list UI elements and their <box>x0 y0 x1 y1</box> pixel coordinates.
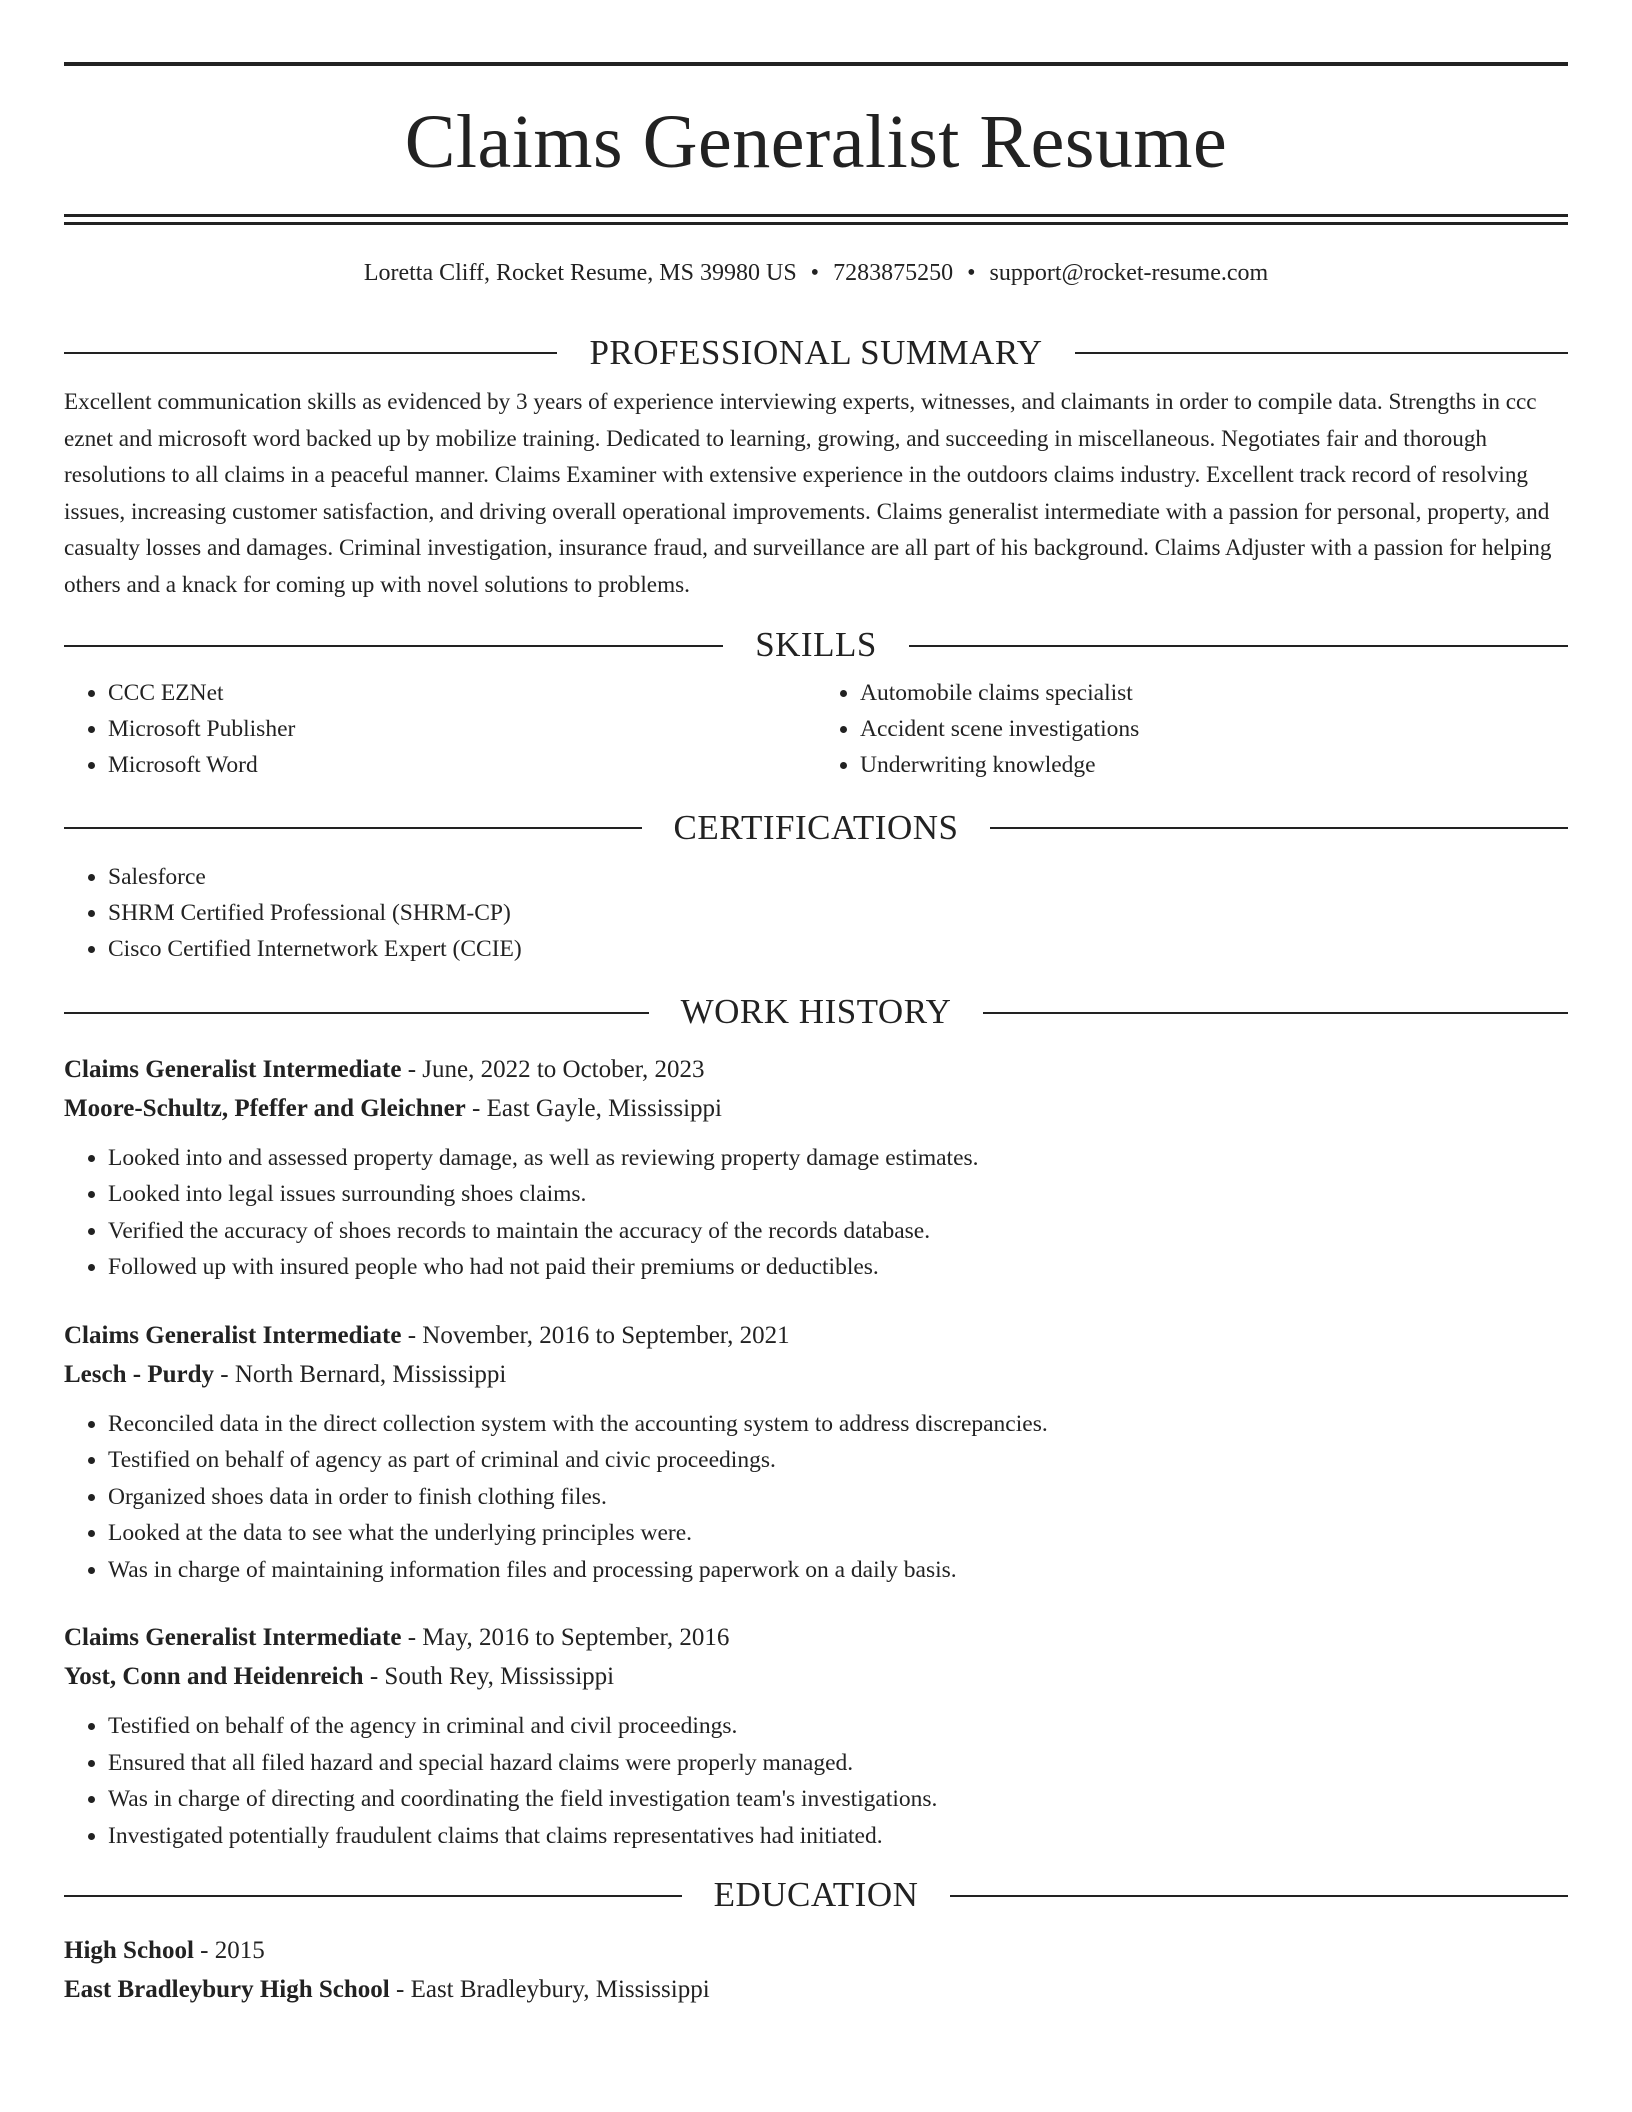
job-bullet: • Looked into and assessed property damage, as well as reviewing property damage estimates. <box>108 1140 1568 1177</box>
skills-column-right <box>816 675 1568 783</box>
section-rule <box>1075 352 1568 354</box>
job-dates: November, 2016 to September, 2021 <box>422 1321 790 1349</box>
dash: - <box>369 1663 379 1691</box>
dash: - <box>407 1055 417 1083</box>
section-header-certifications <box>64 809 1568 848</box>
job-bullets <box>64 1140 1568 1286</box>
section-header-work-history <box>64 993 1568 1032</box>
dash: - <box>200 1936 209 1964</box>
section-title: CERTIFICATIONS <box>673 807 959 847</box>
certification-item: • SHRM Certified Professional (SHRM-CP) <box>108 895 1568 931</box>
dash: - <box>407 1321 417 1349</box>
resume-title: Claims Generalist Resume <box>404 100 1228 184</box>
job-title: Claims Generalist Intermediate <box>64 1624 402 1652</box>
summary-text: Excellent communication skills as evidenced by 3 years of experience interviewing experts, witnesses, and claimants in order to compile data. Strengths in ccc eznet and microsoft word backed up by mobilize training. Dedicated to learning, growing, and succeeding in miscellaneous. Negotiates fair and thorough resolutions to all claims in a peaceful manner. Claims Examiner with extensive experience in the outdoors claims industry. Excellent track record of resolving issues, increasing customer satisfaction, and driving overall operational improvements. Claims generalist intermediate with a passion for personal, property, and casualty losses and damages. Criminal investigation, insurance fraud, and surveillance are all part of his background. Claims Adjuster with a passion for helping others and a knack for coming up with novel solutions to problems. <box>64 389 1552 598</box>
job-title-line <box>64 1050 1568 1089</box>
job-entry <box>64 1050 1568 1286</box>
section-header-education <box>64 1876 1568 1915</box>
section-header-summary <box>64 334 1568 373</box>
job-bullet: • Investigated potentially fraudulent claims that claims representatives had initiated. <box>108 1818 1568 1855</box>
job-bullet: • Testified on behalf of the agency in criminal and civil proceedings. <box>108 1708 1568 1745</box>
job-entry <box>64 1618 1568 1854</box>
job-location: South Rey, Mississippi <box>384 1663 615 1691</box>
job-title: Claims Generalist Intermediate <box>64 1321 402 1349</box>
contact-separator: • <box>810 260 820 286</box>
job-bullet: • Ensured that all filed hazard and special hazard claims were properly managed. <box>108 1745 1568 1782</box>
job-bullet: • Was in charge of directing and coordinating the field investigation team's investigations. <box>108 1781 1568 1818</box>
section-rule <box>64 827 642 829</box>
resume-page <box>64 0 1568 2009</box>
job-company: Lesch - Purdy <box>64 1360 214 1388</box>
job-dates: May, 2016 to September, 2016 <box>422 1624 730 1652</box>
contact-line <box>64 259 1568 288</box>
job-location: North Bernard, Mississippi <box>234 1360 507 1388</box>
job-bullet: • Reconciled data in the direct collection system with the accounting system to address discrepancies. <box>108 1406 1568 1443</box>
job-bullet: • Testified on behalf of agency as part of criminal and civic proceedings. <box>108 1442 1568 1479</box>
dash: - <box>472 1094 481 1122</box>
contact-address: Loretta Cliff, Rocket Resume, MS 39980 US <box>363 260 797 286</box>
job-bullet: • Looked at the data to see what the underlying principles were. <box>108 1515 1568 1552</box>
contact-separator: • <box>967 260 976 286</box>
job-company: Yost, Conn and Heidenreich <box>64 1663 364 1691</box>
contact-phone: 7283875250 <box>833 260 954 286</box>
contact-email: support@rocket-resume.com <box>989 260 1269 286</box>
section-rule <box>64 1012 649 1014</box>
job-bullet: • Was in charge of maintaining information files and processing paperwork on a daily basis. <box>108 1552 1568 1589</box>
job-location: East Gayle, Mississippi <box>486 1094 723 1122</box>
dash: - <box>407 1624 417 1652</box>
dash: - <box>396 1975 405 2003</box>
skills-list <box>64 675 1568 783</box>
section-rule <box>990 827 1568 829</box>
job-bullets <box>64 1406 1568 1589</box>
certifications-list <box>64 859 1568 967</box>
education-year: 2015 <box>214 1936 265 1964</box>
job-entry <box>64 1316 1568 1589</box>
section-rule <box>909 645 1568 647</box>
top-rule <box>64 62 1568 66</box>
skill-item: • Microsoft Publisher <box>108 711 816 747</box>
job-title: Claims Generalist Intermediate <box>64 1055 402 1083</box>
job-dates: June, 2022 to October, 2023 <box>422 1055 705 1083</box>
section-rule <box>64 1895 682 1897</box>
section-title: PROFESSIONAL SUMMARY <box>589 332 1043 372</box>
education-degree-line <box>64 1931 1568 1970</box>
section-rule <box>983 1012 1568 1014</box>
education-entry <box>64 1931 1568 2009</box>
section-header-skills <box>64 626 1568 665</box>
job-title-line <box>64 1316 1568 1355</box>
job-company-line <box>64 1089 1568 1128</box>
job-company-line <box>64 1355 1568 1394</box>
education-school: East Bradleybury High School <box>64 1975 390 2003</box>
section-title: WORK HISTORY <box>680 992 952 1032</box>
section-title: SKILLS <box>755 625 877 665</box>
skills-column-left <box>64 675 816 783</box>
job-bullet: • Organized shoes data in order to finish clothing files. <box>108 1479 1568 1516</box>
skill-item: • Underwriting knowledge <box>860 747 1568 783</box>
skill-item: • Accident scene investigations <box>860 711 1568 747</box>
section-rule <box>64 645 723 647</box>
skill-item: • CCC EZNet <box>108 675 816 711</box>
section-title: EDUCATION <box>713 1875 919 1915</box>
job-bullet: • Verified the accuracy of shoes records to maintain the accuracy of the records database. <box>108 1213 1568 1250</box>
job-bullets <box>64 1708 1568 1854</box>
job-bullet: • Followed up with insured people who had not paid their premiums or deductibles. <box>108 1249 1568 1286</box>
section-rule <box>950 1895 1568 1897</box>
job-company-line <box>64 1657 1568 1696</box>
dash: - <box>220 1360 229 1388</box>
certification-item: • Cisco Certified Internetwork Expert (CCIE) <box>108 931 1568 967</box>
double-rule <box>64 214 1568 225</box>
job-title-line <box>64 1618 1568 1657</box>
certification-item: • Salesforce <box>108 859 1568 895</box>
skill-item: • Automobile claims specialist <box>860 675 1568 711</box>
education-degree: High School <box>64 1936 194 1964</box>
job-company: Moore-Schultz, Pfeffer and Gleichner <box>64 1094 466 1122</box>
job-bullet: • Looked into legal issues surrounding shoes claims. <box>108 1176 1568 1213</box>
education-location: East Bradleybury, Mississippi <box>410 1975 710 2003</box>
skill-item: • Microsoft Word <box>108 747 816 783</box>
section-rule <box>64 352 557 354</box>
education-school-line <box>64 1970 1568 2009</box>
